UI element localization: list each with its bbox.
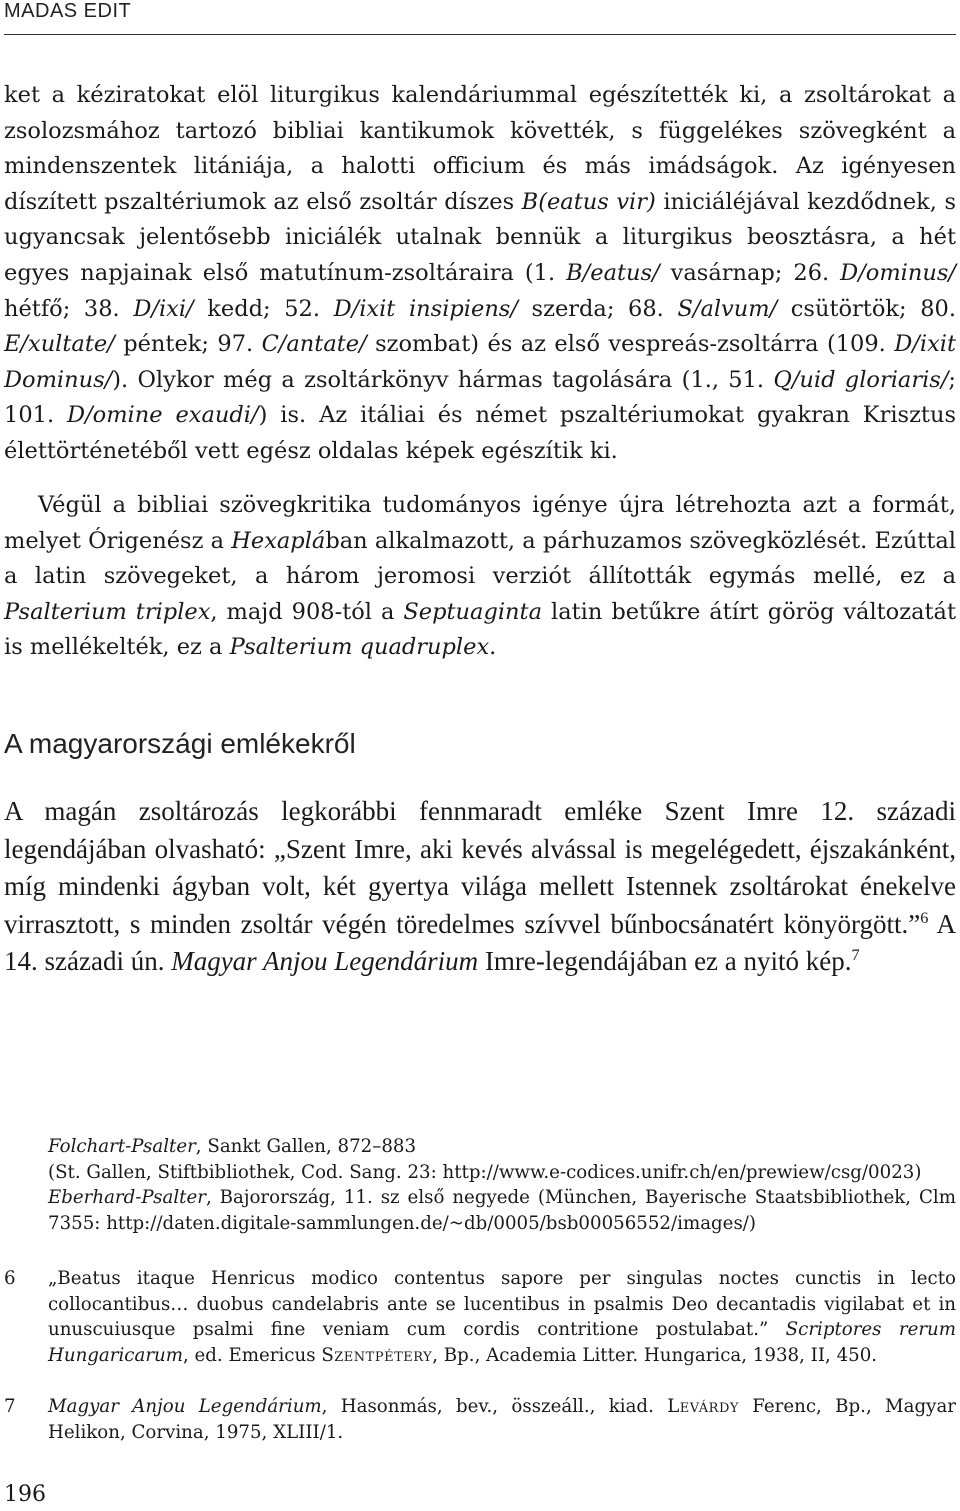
footnote-7: 7 Magyar Anjou Legendárium, Hasonmás, bev., összeáll., kiad. Levárdy Ferenc, Bp., Magyar Helikon, Corvina, 1975, XLIII/1. <box>4 1396 956 1443</box>
section-heading: A magyarországi emlékekről <box>4 728 356 759</box>
footnote-number: 7 <box>4 1396 16 1417</box>
section-paragraph: A magán zsoltározás legkorábbi fennmaradt emléke Szent Imre 12. századi legendájában olvasható: „Szent Imre, aki kevés alvással is megelégedett, éjszakánként, míg mindenki ágyban volt, két gyertya világa mellett Istennek zsoltárokat énekelve virrasztott, s minden zsoltár végén töredelmes szívvel bűnbocsánatért könyörgött.”$^6$ A 14. századi ún. Magyar Anjou Legendárium Imre-legendájában ez a nyitó kép.$^7$ <box>4 796 956 976</box>
footnote-ref-6[interactable]: 6 <box>920 908 929 927</box>
running-head: MADAS EDIT <box>4 0 132 22</box>
footnote-number: 6 <box>4 1268 16 1289</box>
footnote-6: 6 „Beatus itaque Henricus modico contentus sapore per singulas noctes cunctis in lecto collocantibus… duobus candelabris ante se lucentibus in psalmis Deo decantadis vigilabat et in unuscuiusque psalmi fine veniam cum cordis contritione postulabat.” Scriptores rerum Hungaricarum, ed. Emericus Szentpétery, Bp., Academia Litter. Hungarica, 1938, II, 450. <box>4 1268 956 1366</box>
footnote-sources: Folchart-Psalter, Sankt Gallen, 872–883 (St. Gallen, Stiftbibliothek, Cod. Sang. 23: http://www.e-codices.unifr.ch/en/prewiew/csg/0023) Eberhard-Psalter, Bajorország, 11. sz első negyede (München, Bayerische Staatsbibliothek, Clm 7355: http://daten.digitale-sammlungen.de/~db/0005/bsb00056552/images/) <box>48 1136 956 1234</box>
body-paragraph-2: Végül a bibliai szövegkritika tudományos igénye újra létrehozta azt a formát, melyet Órigenész a Hexaplában alkalmazott, a párhuzamos szövegközlését. Ezúttal a latin szövegeket, a három jeromosi verziót állították egymás mellé, ez a Psalterium triplex, majd 908-tól a Septuaginta latin betűkre átírt görög változatát is mellékelték, ez a Psalterium quadruplex. <box>4 492 956 661</box>
header-rule <box>4 34 956 35</box>
page-number: 196 <box>4 1482 46 1507</box>
footnote-ref-7[interactable]: 7 <box>851 946 860 964</box>
body-paragraph-1: ket a kéziratokat elöl liturgikus kalendáriummal egészítették ki, a zsoltárokat a zsolozsmához tartozó bibliai kantikumok követték, s függelékes szövegként a mindenszentek litániája, a halotti officium és más imádságok. Az igényesen díszített pszaltériumok az első zsoltár díszes B(eatus vir) iniciáléjával kezdődnek, s ugyancsak jelentősebb iniciálék utalnak bennük a liturgikus beosztásra, a hét egyes napjainak első matutínum-zsoltáraira (1. B/eatus/ vasárnap; 26. D/ominus/ hétfő; 38. D/ixi/ kedd; 52. D/ixit insipiens/ szerda; 68. S/alvum/ csütörtök; 80. E/xultate/ péntek; 97. C/antate/ szombat) és az első vespreás-zsoltárra (109. D/ixit Dominus/). Olykor még a zsoltárkönyv hármas tagolására (1., 51. Q/uid gloriaris/; 101. D/omine exaudi/) is. Az itáliai és német pszaltériumokat gyakran Krisztus élettörténetéből vett egész oldalas képek egészítik ki. <box>4 82 957 464</box>
